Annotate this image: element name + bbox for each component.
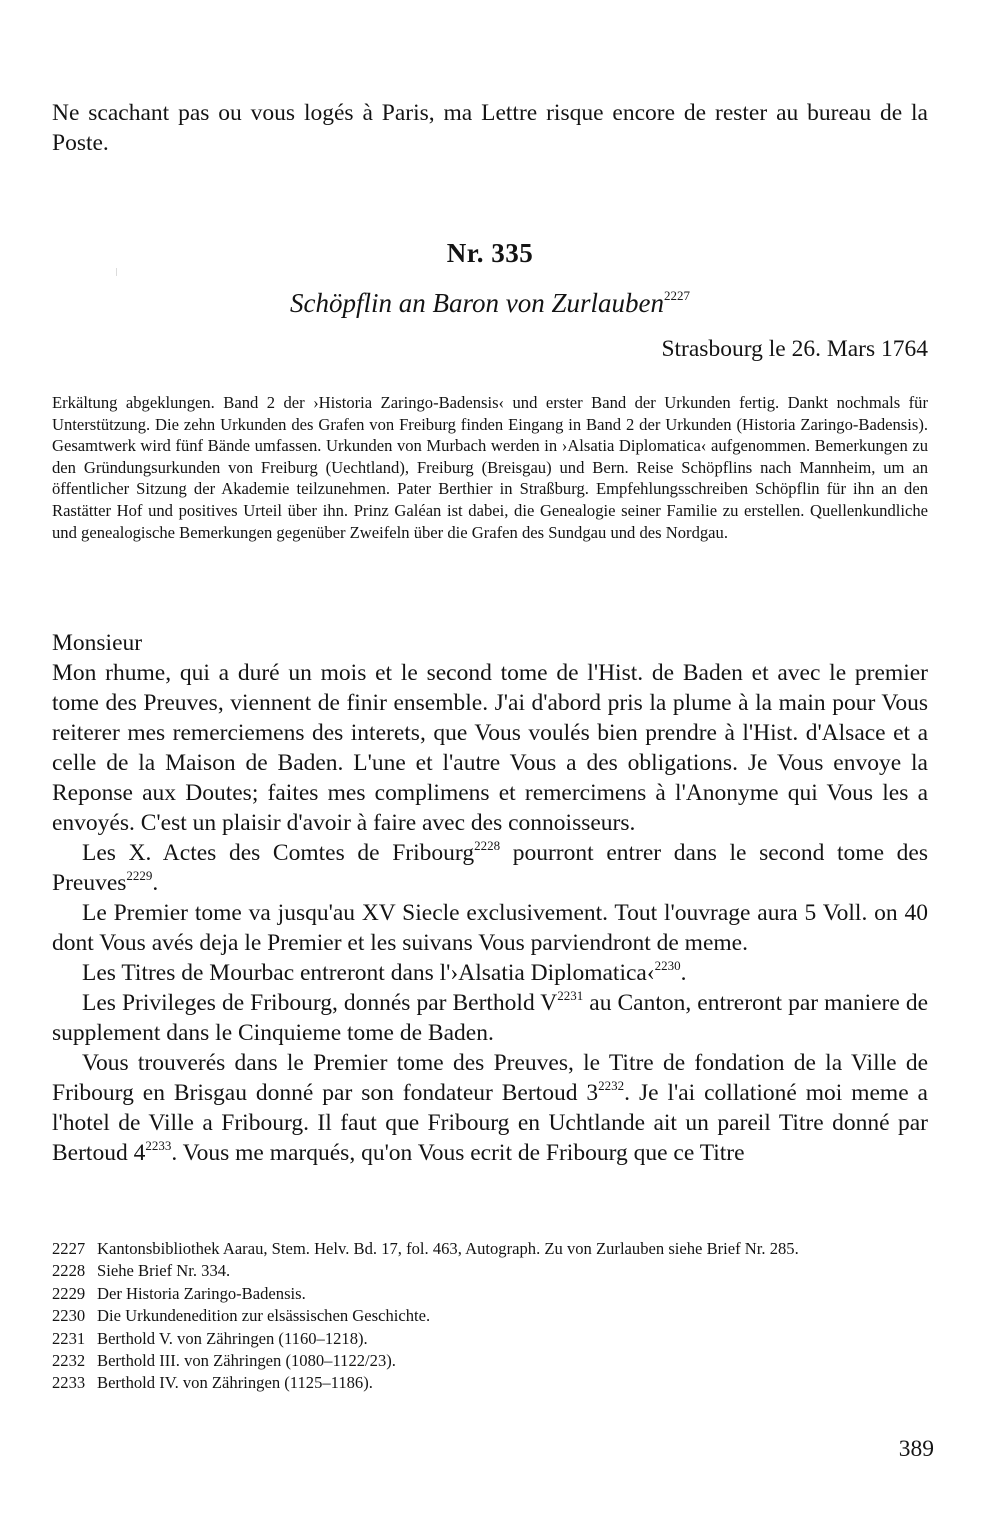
page-number: 389 <box>898 1436 934 1462</box>
footnote <box>52 1372 928 1394</box>
letter-paragraph: Le Premier tome va jusqu'au XV Siecle exclusivement. Tout l'ouvrage aura 5 Voll. on 40 dont Vous avés deja le Premier et les suivans Vous parviendront de meme. <box>52 900 928 956</box>
text-run: au Canton, entreront par maniere de supplement dans le Cinquieme tome de Baden. <box>52 990 928 1046</box>
text-run: . Je l'ai collationé moi meme a l'hotel de Ville a Fribourg. Il faut que Fribourg en Uchtlande ait un pareil Titre donné par Bertoud 4 <box>52 1080 928 1166</box>
footnote-text: Kantonsbibliothek Aarau, Stem. Helv. Bd. 17, fol. 463, Autograph. Zu von Zurlauben siehe Brief Nr. 285. <box>97 1239 799 1258</box>
footnote-number: 2231 <box>52 1328 86 1348</box>
text-run: . Vous me marqués, qu'on Vous ecrit de Fribourg que ce Titre <box>171 1140 745 1166</box>
letter-paragraph <box>52 958 928 988</box>
footnote <box>52 1260 928 1282</box>
footnote-number: 2228 <box>52 1261 86 1281</box>
footnote-ref: 2230 <box>654 958 681 973</box>
text-run: . <box>680 960 687 986</box>
footnote-text: Berthold V. von Zähringen (1160–1218). <box>97 1328 368 1348</box>
letter-paragraph <box>52 1048 928 1168</box>
footnote <box>52 1283 928 1305</box>
footnote-ref: 2232 <box>598 1078 625 1093</box>
footnote <box>52 1350 928 1372</box>
scan-mark <box>116 268 117 276</box>
text-run: Vous trouverés dans le Premier tome des Preuves, le Titre de fondation de la Ville de Fribourg en Brisgau donné par son fondateur Bertoud 3 <box>52 1050 928 1106</box>
previous-letter-ending: Ne scachant pas ou vous logés à Paris, ma Lettre risque encore de rester au bureau de la Poste. <box>52 100 928 156</box>
footnote-ref: 2228 <box>474 838 501 853</box>
footnote-text: Der Historia Zaringo-Badensis. <box>97 1283 306 1303</box>
footnote-text: Die Urkundenedition zur elsässischen Geschichte. <box>97 1306 431 1326</box>
text-run: pourront entrer dans le second tome des Preuves <box>52 840 928 896</box>
footnote <box>52 1238 928 1260</box>
text-run: Les X. Actes des Comtes de Fribourg <box>82 840 475 866</box>
footnote-number: 2227 <box>52 1239 86 1258</box>
footnote-text: Berthold IV. von Zähringen (1125–1186). <box>97 1373 373 1393</box>
footnote-text: Berthold III. von Zähringen (1080–1122/23). <box>97 1351 396 1371</box>
salutation: Monsieur <box>52 630 143 656</box>
footnotes <box>52 1238 928 1395</box>
letter-title-text: Schöpflin an Baron von Zurlauben <box>290 288 664 318</box>
footnote-number: 2229 <box>52 1283 86 1303</box>
regest-summary: Erkältung abgeklungen. Band 2 der ›Historia Zaringo-Badensis‹ und erster Band der Urkunden fertig. Dankt nochmals für Unterstützung. Die zehn Urkunden des Grafen von Freiburg finden Eingang in Band 2 der Urkunden (Historia Zaringo-Badensis). Gesamtwerk wird fünf Bände umfassen. Urkunden von Murbach werden in ›Alsatia Diplomatica‹ aufgenommen. Bemerkungen zu den Gründungsurkunden von Freiburg (Uechtland), Freiburg (Breisgau) und Bern. Reise Schöpflins nach Mannheim, um an öffentlicher Sitzung der Akademie teilzunehmen. Pater Berthier in Straßburg. Empfehlungsschreiben Schöpflin für ihn an den Rastätter Hof und positives Urteil über ihn. Prinz Galéan ist dabei, die Genealogie seiner Familie zu erstellen. Quellenkundliche und genealogische Bemerkungen gegenüber Zweifeln über die Grafen des Sundgau und des Nordgau. <box>52 393 928 542</box>
footnote-number: 2232 <box>52 1351 86 1371</box>
footnote-ref: 2227 <box>663 288 690 303</box>
letter-title <box>52 288 928 319</box>
letter-paragraph <box>52 838 928 898</box>
letter-number: Nr. 335 <box>446 238 534 268</box>
letter-paragraph: Mon rhume, qui a duré un mois et le second tome de l'Hist. de Baden et avec le premier tome des Preuves, viennent de finir ensemble. J'ai d'abord pris la plume à la main pour Vous reiterer mes remerciemens des interets, que Vous voulés bien prendre à l'Hist. d'Alsace et a celle de la Maison de Baden. L'une et l'autre Vous a des obligations. Je Vous envoye la Reponse aux Doutes; faites mes complimens et remercimens à l'Anonyme qui Vous les a envoyés. C'est un plaisir d'avoir à faire avec des connoisseurs. <box>52 660 928 836</box>
footnote-number: 2233 <box>52 1373 86 1393</box>
letter-paragraph <box>52 988 928 1048</box>
footnote-ref: 2231 <box>557 988 584 1003</box>
footnote-text: Siehe Brief Nr. 334. <box>97 1261 231 1281</box>
footnote-ref: 2233 <box>145 1138 172 1153</box>
dateline: Strasbourg le 26. Mars 1764 <box>661 336 928 362</box>
text-run: Les Privileges de Fribourg, donnés par Berthold V <box>82 990 558 1016</box>
text-run: Les Titres de Mourbac entreront dans l'›Alsatia Diplomatica‹ <box>82 960 655 986</box>
letter-body <box>52 658 928 1168</box>
footnote <box>52 1305 928 1327</box>
footnote-number: 2230 <box>52 1306 86 1326</box>
footnote <box>52 1328 928 1350</box>
footnote-ref: 2229 <box>126 868 153 883</box>
text-run: . <box>152 870 159 896</box>
